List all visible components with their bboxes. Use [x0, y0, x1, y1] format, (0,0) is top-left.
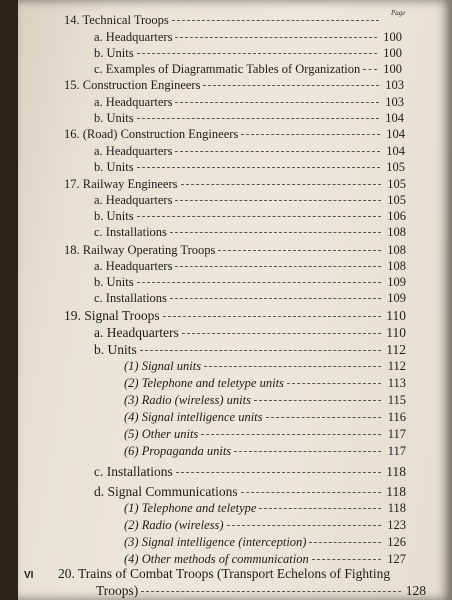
dot-leader: [218, 250, 381, 251]
dot-leader: [137, 53, 377, 54]
toc-entry-label: b. Units: [94, 342, 137, 357]
toc-entry-page: 118: [387, 501, 406, 515]
toc-entry-page: 112: [387, 359, 406, 373]
toc-entry-label: Troops): [96, 583, 139, 598]
toc-entry-19d1[interactable]: [124, 501, 406, 516]
dot-leader: [163, 316, 381, 317]
dot-leader: [137, 216, 381, 217]
dot-leader: [287, 383, 381, 384]
toc-entry-page: 105: [387, 193, 406, 207]
toc-entry-19b[interactable]: [94, 342, 406, 358]
toc-entry-label: b. Units: [94, 111, 134, 125]
toc-entry-page: 108: [387, 259, 406, 273]
toc-entry-17[interactable]: [64, 177, 406, 192]
dot-leader: [137, 118, 379, 119]
dot-leader: [181, 184, 381, 185]
toc-entry-18a[interactable]: [94, 259, 406, 274]
dot-leader: [182, 333, 381, 334]
toc-entry-19d4[interactable]: [124, 552, 406, 567]
toc-entry-19b5[interactable]: [124, 427, 406, 442]
dot-leader: [241, 134, 380, 135]
toc-entry-page: 109: [387, 275, 406, 289]
dot-leader: [241, 492, 381, 493]
toc-entry-label: 18. Railway Operating Troops: [64, 243, 216, 257]
dot-leader: [204, 366, 381, 367]
toc-entry-19b4[interactable]: [124, 410, 406, 425]
page-column-label: Page: [391, 9, 406, 17]
toc-entry-page: 108: [387, 225, 406, 239]
toc-entry-label: c. Installations: [94, 464, 173, 479]
toc-entry-label: (4) Other methods of communication: [124, 552, 309, 566]
toc-entry-19[interactable]: [64, 308, 406, 324]
dot-leader: [175, 200, 381, 201]
toc-entry-label: 15. Construction Engineers: [64, 78, 201, 92]
toc-entry-14c[interactable]: [94, 62, 402, 77]
toc-entry-page: 118: [386, 484, 406, 499]
toc-entry-17b[interactable]: [94, 209, 406, 224]
toc-entry-label: (5) Other units: [124, 427, 199, 441]
toc-entry-page: 108: [387, 243, 406, 257]
toc-entry-19d2[interactable]: [124, 518, 406, 533]
toc-entry-19b3[interactable]: [124, 393, 406, 408]
toc-entry-19a[interactable]: [94, 325, 406, 341]
toc-entry-label: b. Units: [94, 160, 134, 174]
toc-entry-page: 100: [383, 46, 402, 60]
toc-entry-14b[interactable]: [94, 46, 402, 61]
toc-entry-17a[interactable]: [94, 193, 406, 208]
dot-leader: [175, 37, 377, 38]
toc-entry-19d[interactable]: [94, 484, 406, 500]
toc-entry-page: 116: [387, 410, 406, 424]
toc-entry-15b[interactable]: [94, 111, 404, 126]
toc-entry-page: 109: [387, 291, 406, 305]
toc-entry-page: 104: [386, 144, 405, 158]
toc-entry-16a[interactable]: [94, 144, 405, 159]
toc-entry-label: a. Headquarters: [94, 259, 173, 273]
toc-entry-page: 127: [387, 552, 406, 566]
toc-entry-label: c. Installations: [94, 291, 167, 305]
toc-entry-20[interactable]: 20. Trains of Combat Troops (Transport Echelons of Fighting: [58, 566, 391, 581]
toc-entry-page: 100: [383, 62, 402, 76]
toc-entry-16[interactable]: [64, 127, 405, 142]
toc-entry-15a[interactable]: [94, 95, 404, 110]
toc-entry-label: (1) Signal units: [124, 359, 202, 373]
toc-entry-14[interactable]: [64, 13, 404, 28]
toc-entry-label: d. Signal Communications: [94, 484, 238, 499]
toc-entry-page: 118: [386, 464, 406, 479]
toc-entry-page: 100: [383, 30, 402, 44]
toc-entry-label: a. Headquarters: [94, 144, 173, 158]
toc-entry-label: a. Headquarters: [94, 30, 173, 44]
dot-leader: [312, 559, 381, 560]
dot-leader: [234, 451, 381, 452]
toc-entry-page: 112: [386, 342, 406, 357]
toc-entry-page: 103: [385, 95, 404, 109]
toc-entry-19b2[interactable]: [124, 376, 406, 391]
dot-leader: [170, 298, 381, 299]
toc-entry-page: 117: [387, 427, 406, 441]
toc-entry-label: 14. Technical Troops: [64, 13, 169, 27]
toc-entry-label: b. Units: [94, 275, 134, 289]
dot-leader: [137, 282, 381, 283]
toc-entry-label: b. Units: [94, 209, 134, 223]
toc-entry-18c[interactable]: [94, 291, 406, 306]
toc-entry-label: 17. Railway Engineers: [64, 177, 178, 191]
toc-entry-label: (2) Telephone and teletype units: [124, 376, 284, 390]
toc-entry-label: a. Headquarters: [94, 95, 173, 109]
toc-entry-page: 123: [387, 518, 406, 532]
roman-page-number: VI: [24, 570, 34, 581]
toc-entry-page: 115: [387, 393, 406, 407]
toc-entry-17c[interactable]: [94, 225, 406, 240]
toc-entry-label: (1) Telephone and teletype: [124, 501, 257, 515]
dot-leader: [137, 167, 380, 168]
toc-entry-page: 106: [387, 209, 406, 223]
dot-leader: [140, 350, 381, 351]
toc-entry-page: 126: [387, 535, 406, 549]
toc-entry-label: (6) Propaganda units: [124, 444, 232, 458]
dot-leader: [266, 417, 381, 418]
dot-leader: [259, 508, 381, 509]
toc-entry-page: 105: [386, 160, 405, 174]
toc-entry-page: 104: [385, 111, 404, 125]
dot-leader: [227, 525, 381, 526]
toc-entry-19c[interactable]: [94, 464, 406, 480]
toc-entry-page: 105: [387, 177, 406, 191]
dot-leader: [254, 400, 381, 401]
dot-leader: [170, 232, 381, 233]
dot-leader: [175, 102, 379, 103]
toc-entry-19b1[interactable]: [124, 359, 406, 374]
toc-entry-15[interactable]: [64, 78, 404, 93]
dot-leader: [201, 434, 381, 435]
dot-leader: [363, 69, 377, 70]
toc-entry-label: a. Headquarters: [94, 325, 179, 340]
toc-entry-label: (3) Radio (wireless) units: [124, 393, 251, 407]
toc-entry-label: c. Examples of Diagrammatic Tables of Organization: [94, 62, 361, 76]
toc-entry-label: (4) Signal intelligence units: [124, 410, 263, 424]
toc-entry-page: 103: [385, 78, 404, 92]
toc-entry-page: 104: [386, 127, 405, 141]
toc-entry-19b6[interactable]: [124, 444, 406, 459]
dot-leader: [175, 266, 381, 267]
toc-entry-page: 113: [387, 376, 406, 390]
toc-entry-18[interactable]: [64, 243, 406, 258]
toc-entry-label: (2) Radio (wireless): [124, 518, 224, 532]
toc-entry-14a[interactable]: [94, 30, 402, 45]
toc-entry-18b[interactable]: [94, 275, 406, 290]
toc-entry-label: c. Installations: [94, 225, 167, 239]
dot-leader: [309, 542, 381, 543]
book-page: [18, 0, 452, 600]
toc-entry-label: 16. (Road) Construction Engineers: [64, 127, 239, 141]
toc-entry-label: (3) Signal intelligence (interception): [124, 535, 307, 549]
toc-entry-page: 110: [386, 308, 406, 323]
toc-entry-label: a. Headquarters: [94, 193, 173, 207]
toc-entry-20-continued[interactable]: [96, 583, 426, 599]
toc-entry-label: b. Units: [94, 46, 134, 60]
dot-leader: [141, 591, 401, 592]
table-of-contents: [18, 0, 452, 600]
toc-entry-label: 19. Signal Troops: [64, 308, 160, 323]
dot-leader: [176, 472, 381, 473]
toc-entry-page: 117: [387, 444, 406, 458]
dot-leader: [203, 85, 379, 86]
toc-entry-page: 128: [405, 583, 426, 598]
dot-leader: [172, 20, 379, 21]
toc-entry-page: 110: [386, 325, 406, 340]
dot-leader: [175, 151, 380, 152]
toc-entry-16b[interactable]: [94, 160, 405, 175]
toc-entry-19d3[interactable]: [124, 535, 406, 550]
